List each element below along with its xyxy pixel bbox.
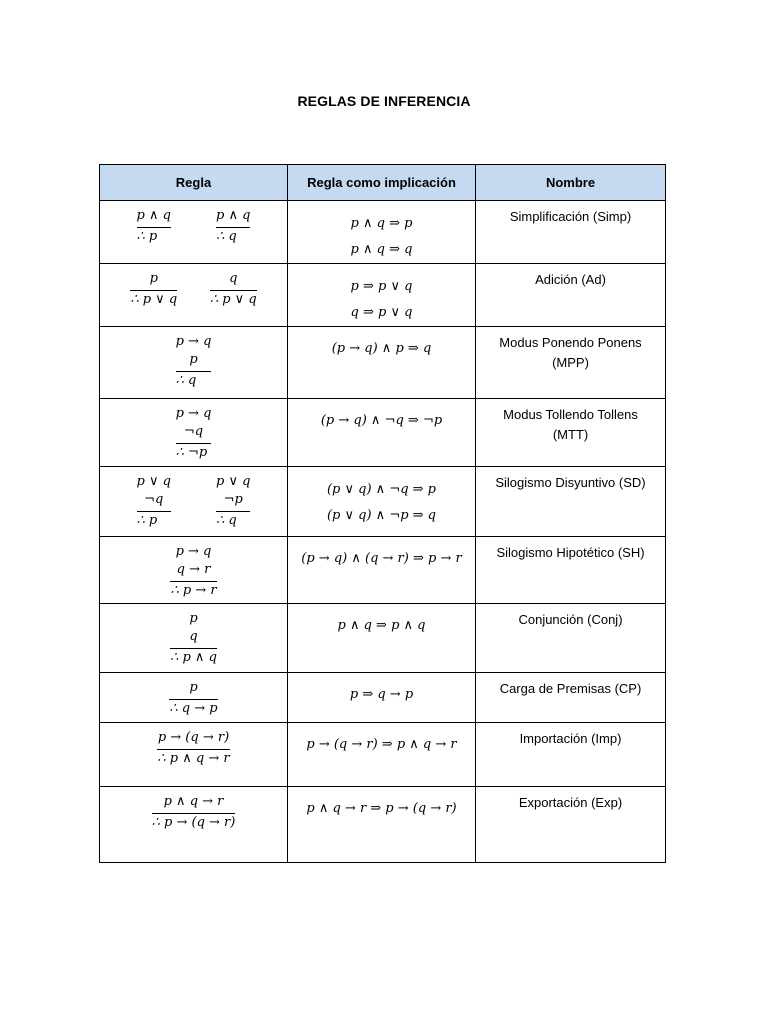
- rule-premise: p → q: [175, 544, 212, 559]
- rule-conclusion: ∴ p → (q → r): [151, 815, 236, 830]
- name-cell: [476, 264, 666, 327]
- implication-cell: [288, 723, 476, 787]
- rule-conclusion: ∴ p ∨ q: [209, 292, 257, 307]
- table-row: [100, 723, 666, 787]
- rule-premise: q: [189, 629, 198, 644]
- rule-name: Silogismo Disyuntivo (SD): [495, 475, 646, 490]
- table-row: [100, 264, 666, 327]
- table-row: [100, 201, 666, 264]
- rule-fraction: [169, 679, 217, 718]
- rule-cell: [100, 327, 288, 399]
- rule-cell: [100, 787, 288, 863]
- rule-premise: p → q: [175, 334, 212, 349]
- name-cell: [476, 673, 666, 723]
- name-cell: [476, 327, 666, 399]
- implication-text: (p → q) ∧ p ⇒ q: [331, 341, 432, 356]
- rule-conclusion: ∴ q → p: [169, 701, 218, 716]
- header-nombre: Nombre: [476, 165, 666, 201]
- rule-conclusion: ∴ p: [136, 229, 158, 244]
- rule-fraction: [130, 270, 177, 309]
- rule-name: Importación (Imp): [519, 731, 622, 746]
- implication-cell: [288, 604, 476, 673]
- name-cell: [476, 467, 666, 537]
- implication-text: p ⇒ p ∨ q: [350, 279, 413, 294]
- rule-fraction: [170, 543, 216, 600]
- rule-premise: p ∧ q: [216, 208, 251, 223]
- table-row: [100, 467, 666, 537]
- inference-rules-table: [99, 164, 666, 863]
- rule-cell: [100, 723, 288, 787]
- implication-text: p ∧ q ⇒ p: [350, 216, 413, 231]
- rule-premise: p → q: [175, 406, 212, 421]
- rule-fraction: [170, 610, 217, 667]
- implication-cell: [288, 787, 476, 863]
- rule-fraction: [176, 333, 212, 390]
- rule-conclusion: ∴ q: [216, 513, 237, 528]
- rule-cell: [100, 604, 288, 673]
- implication-cell: [288, 673, 476, 723]
- rule-premise: q → r: [176, 562, 211, 577]
- rule-conclusion: ∴ p ∧ q: [170, 650, 217, 665]
- rule-conclusion: ∴ q: [216, 229, 237, 244]
- implication-cell: [288, 399, 476, 467]
- rule-conclusion: ∴ ¬p: [175, 445, 208, 460]
- rule-premise: p → (q → r): [157, 730, 230, 745]
- rule-fraction: [152, 793, 236, 832]
- rule-cell: [100, 201, 288, 264]
- table-row: [100, 604, 666, 673]
- rule-premise: p: [189, 352, 198, 367]
- rule-name: Modus Ponendo Ponens (MPP): [499, 335, 642, 370]
- implication-text: p ∧ q ⇒ q: [350, 242, 413, 257]
- rule-fraction: [176, 405, 212, 462]
- header-regla: Regla: [100, 165, 288, 201]
- header-implicacion: Regla como implicación: [288, 165, 476, 201]
- rule-fraction: [210, 270, 257, 309]
- implication-cell: [288, 264, 476, 327]
- rule-name: Adición (Ad): [535, 272, 606, 287]
- rule-cell: [100, 467, 288, 537]
- table-row: [100, 787, 666, 863]
- rule-premise: p: [189, 680, 198, 695]
- rule-premise: p ∨ q: [136, 474, 171, 489]
- implication-text: q ⇒ p ∨ q: [350, 305, 413, 320]
- rule-conclusion: ∴ p ∨ q: [130, 292, 178, 307]
- rule-name: Carga de Premisas (CP): [499, 681, 642, 696]
- name-cell: [476, 787, 666, 863]
- name-cell: [476, 604, 666, 673]
- rule-fraction: [216, 473, 250, 530]
- rule-name: Exportación (Exp): [518, 795, 623, 810]
- rule-conclusion: ∴ p ∧ q → r: [157, 751, 230, 766]
- rule-cell: [100, 673, 288, 723]
- table-row: [100, 327, 666, 399]
- implication-text: (p ∨ q) ∧ ¬q ⇒ p: [326, 482, 437, 497]
- implication-text: p → (q → r) ⇒ p ∧ q → r: [306, 737, 457, 752]
- rule-cell: [100, 537, 288, 604]
- table-row: [100, 673, 666, 723]
- name-cell: [476, 399, 666, 467]
- rule-name: Modus Tollendo Tollens (MTT): [503, 407, 638, 442]
- implication-cell: [288, 467, 476, 537]
- table-row: [100, 537, 666, 604]
- implication-text: (p → q) ∧ (q → r) ⇒ p → r: [301, 551, 462, 566]
- implication-text: p ∧ q ⇒ p ∧ q: [337, 618, 426, 633]
- rule-fraction: [216, 207, 250, 246]
- page-title: REGLAS DE INFERENCIA: [297, 93, 471, 109]
- rule-name: Simplificación (Simp): [509, 209, 632, 224]
- implication-text: p ⇒ q → p: [349, 687, 414, 702]
- rule-premise: q: [229, 271, 238, 286]
- implication-cell: [288, 327, 476, 399]
- rule-premise: ¬q: [144, 492, 164, 507]
- table-row: [100, 399, 666, 467]
- rule-premise: ¬q: [183, 424, 204, 439]
- implication-cell: [288, 201, 476, 264]
- rule-fraction: [157, 729, 229, 768]
- rule-conclusion: ∴ q: [175, 373, 197, 388]
- rule-conclusion: ∴ p → r: [170, 583, 217, 598]
- rule-fraction: [137, 207, 171, 246]
- rule-cell: [100, 264, 288, 327]
- rule-conclusion: ∴ p: [136, 513, 158, 528]
- rule-name: Silogismo Hipotético (SH): [496, 545, 645, 560]
- rule-cell: [100, 399, 288, 467]
- name-cell: [476, 723, 666, 787]
- rule-name: Conjunción (Conj): [518, 612, 623, 627]
- rule-premise: ¬p: [223, 492, 243, 507]
- implication-text: (p ∨ q) ∧ ¬p ⇒ q: [326, 508, 437, 523]
- rule-premise: p: [189, 611, 198, 626]
- name-cell: [476, 537, 666, 604]
- table-header-row: [100, 165, 666, 201]
- implication-cell: [288, 537, 476, 604]
- rule-premise: p ∨ q: [216, 474, 251, 489]
- rule-premise: p: [149, 271, 158, 286]
- rule-premise: p ∧ q: [136, 208, 171, 223]
- name-cell: [476, 201, 666, 264]
- implication-text: (p → q) ∧ ¬q ⇒ ¬p: [320, 413, 443, 428]
- rule-fraction: [137, 473, 171, 530]
- implication-text: p ∧ q → r ⇒ p → (q → r): [306, 801, 457, 816]
- rule-premise: p ∧ q → r: [163, 794, 224, 809]
